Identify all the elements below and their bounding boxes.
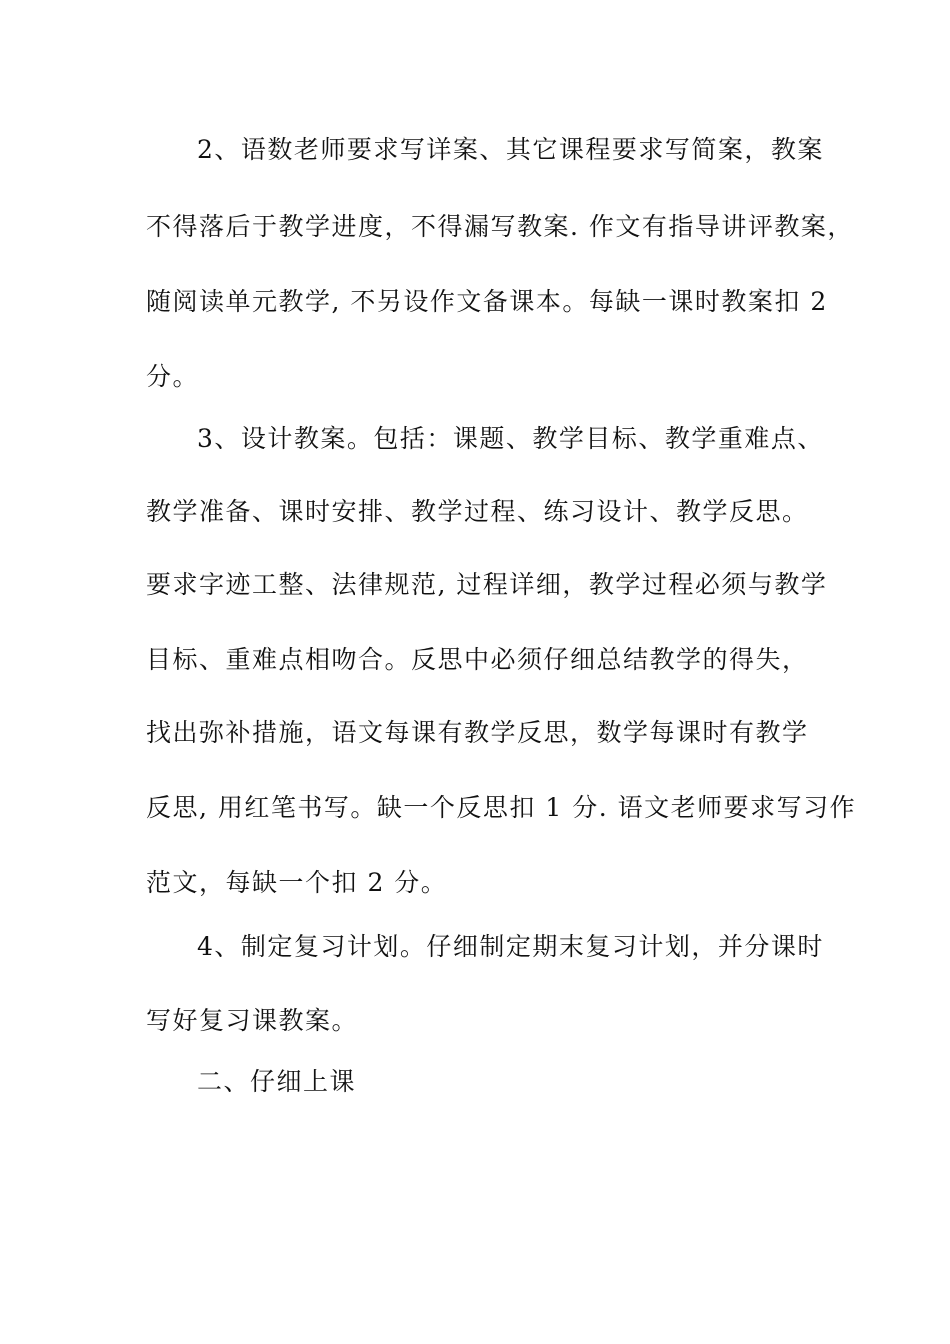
text-line: 4、制定复习计划。仔细制定期末复习计划，并分课时 [197,932,824,961]
text-line: 不得落后于教学进度，不得漏写教案. 作文有指导讲评教案， [146,212,854,241]
text-line: 2、语数老师要求写详案、其它课程要求写简案，教案 [197,135,824,164]
section-heading: 二、仔细上课 [197,1067,357,1096]
text-line: 要求字迹工整、法律规范, 过程详细，教学过程必须与教学 [146,570,828,599]
text-line: 目标、重难点相吻合。反思中必须仔细总结教学的得失， [146,645,809,674]
text-line: 反思, 用红笔书写。缺一个反思扣 1 分. 语文老师要求写习作 [146,793,857,822]
text-line: 3、设计教案。包括：课题、教学目标、教学重难点、 [197,424,824,453]
text-line: 教学准备、课时安排、教学过程、练习设计、教学反思。 [146,497,809,526]
text-line: 写好复习课教案。 [146,1006,359,1035]
text-line: 随阅读单元教学, 不另设作文备课本。每缺一课时教案扣 2 [146,287,828,316]
text-line: 范文，每缺一个扣 2 分。 [146,868,448,897]
text-line: 找出弥补措施，语文每课有教学反思，数学每课时有教学 [146,718,809,747]
text-line: 分。 [146,362,200,391]
